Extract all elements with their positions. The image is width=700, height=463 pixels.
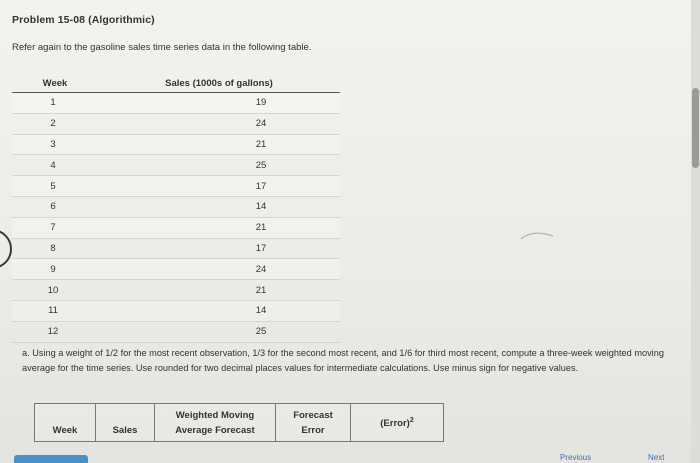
prev-question-circle-icon[interactable] [0,229,12,269]
column-header-sales: Sales (1000s of gallons) [98,72,340,93]
answer-header-weighted-moving-average [155,404,276,442]
table-row [12,93,340,114]
answer-header-error-squared [351,404,444,442]
sales-cell: 14 [98,196,340,217]
table-row [12,321,340,342]
table-row [12,300,340,321]
sales-cell: 17 [98,176,340,197]
answer-table [34,403,444,442]
wma-line-2: Average Forecast [175,424,255,436]
table-row [12,176,340,197]
week-cell: 10 [12,280,98,301]
sales-cell: 21 [98,134,340,155]
table-header-row [12,72,340,93]
week-cell: 12 [12,321,98,342]
table-row [12,134,340,155]
table-row [12,238,340,259]
answer-header-week: Week [35,404,96,442]
next-link[interactable]: Next [648,453,665,462]
sales-cell: 19 [98,93,340,114]
table-row [12,259,340,280]
column-header-week: Week [12,72,98,93]
fe-line-1: Forecast [293,409,333,421]
sales-cell: 24 [98,113,340,134]
sales-data-table [12,72,340,343]
sales-cell: 21 [98,280,340,301]
cursor-mark-icon [520,228,554,240]
week-cell: 9 [12,259,98,280]
problem-title: Problem 15-08 (Algorithmic) [12,14,155,26]
sales-cell: 14 [98,300,340,321]
previous-link[interactable]: Previous [560,453,592,462]
week-cell: 8 [12,238,98,259]
table-row [12,155,340,176]
question-text: a. Using a weight of 1/2 for the most recent observation, 1/3 for the second most recent, and 1/6 for third most recent, compute a three-week weighted moving average for the time series. Use rounded for two decimal places values for intermediate calculations. Use minus sign for negative values. [22,348,664,373]
error-sq-label: (Error) [380,418,410,430]
week-cell: 2 [12,113,98,134]
fe-line-2: Error [301,424,325,436]
week-cell: 6 [12,196,98,217]
answer-header-forecast-error [276,404,351,442]
week-cell: 3 [12,134,98,155]
sales-cell: 17 [98,238,340,259]
check-answer-button[interactable] [14,455,88,463]
table-row [12,196,340,217]
table-row [12,113,340,134]
sales-cell: 21 [98,217,340,238]
week-cell: 1 [12,93,98,114]
table-row [12,280,340,301]
scrollbar-thumb[interactable] [692,88,699,168]
sales-cell: 25 [98,321,340,342]
problem-intro: Refer again to the gasoline sales time series data in the following table. [12,42,312,53]
sales-cell: 24 [98,259,340,280]
week-cell: 7 [12,217,98,238]
week-cell: 5 [12,176,98,197]
answer-header-sales: Sales [96,404,155,442]
week-cell: 4 [12,155,98,176]
answer-table-header-row [35,404,444,442]
wma-line-1: Weighted Moving [175,409,255,421]
sales-cell: 25 [98,155,340,176]
vertical-scrollbar[interactable] [691,0,700,463]
error-sq-exponent: 2 [409,417,414,425]
table-row [12,217,340,238]
week-cell: 11 [12,300,98,321]
